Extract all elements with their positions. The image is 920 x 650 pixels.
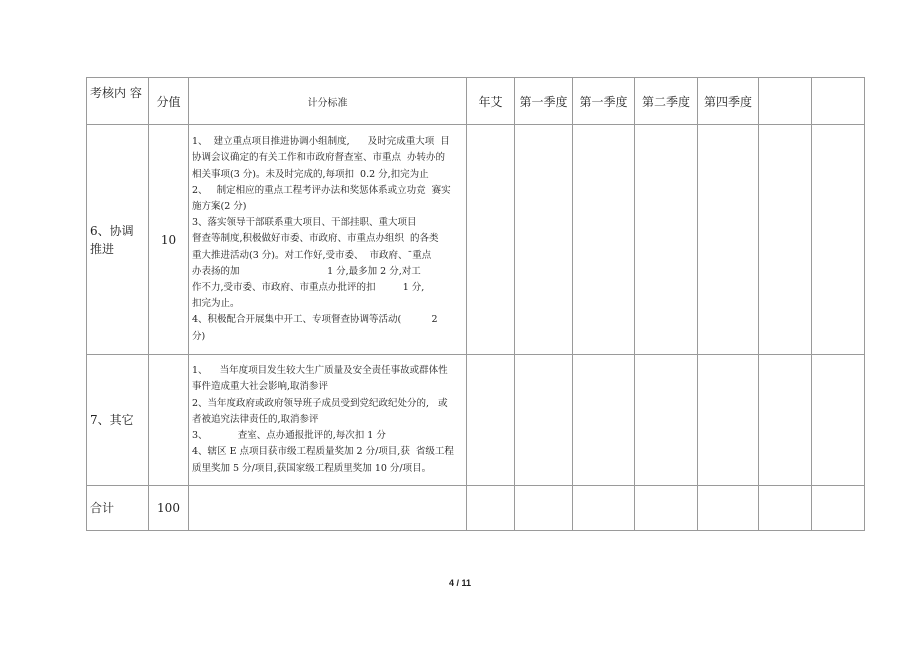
table-row — [87, 355, 865, 486]
header-row — [87, 78, 865, 125]
row-blank-cell — [759, 486, 812, 531]
row-year-cell — [467, 125, 515, 355]
row-q4-cell — [698, 355, 759, 486]
criteria-line: 4、辖区 E 点项目获市级工程质量奖加 2 分/项目,获 省级工程 — [192, 446, 454, 458]
row-q2-cell — [573, 125, 635, 355]
header-year: 年艾 — [467, 78, 515, 125]
criteria-line: 者被追究法律责任的,取消参评 — [192, 413, 319, 425]
criteria-line: 4、积极配合开展集中开工、专项督查协调等活动( 2 — [192, 314, 438, 326]
row-score — [149, 355, 189, 486]
header-q3: 第二季度 — [635, 78, 698, 125]
row-name: 6、协调 推进 — [87, 125, 149, 355]
criteria-line: 相关事项(3 分)。未及时完成的,每项扣 0.2 分,扣完为止 — [192, 168, 429, 180]
criteria-line: 办表扬的加 1 分,最多加 2 分,对工 — [192, 265, 421, 277]
criteria-line: 协调会议确定的有关工作和市政府督查室、市重点 办转办的 — [192, 152, 446, 164]
row-criteria — [189, 355, 467, 486]
criteria-line: 扣完为止。 — [192, 298, 240, 310]
criteria-line: 1、 建立重点项目推进协调小组制度, 及时完成重大项 目 — [192, 136, 450, 148]
row-blank-cell — [759, 355, 812, 486]
criteria-line: 质里奖加 5 分/项目,获国家级工程质里奖加 10 分/项目。 — [192, 462, 432, 474]
row-year-cell — [467, 355, 515, 486]
assessment-table — [86, 77, 865, 531]
header-q1: 第一季度 — [515, 78, 573, 125]
row-blank-cell — [812, 125, 865, 355]
row-blank-cell — [812, 355, 865, 486]
criteria-line: 3、 查室、点办通报批评的,每次扣 1 分 — [192, 430, 386, 442]
row-blank-cell — [759, 125, 812, 355]
criteria-line: 分) — [192, 330, 206, 342]
header-q4: 第四季度 — [698, 78, 759, 125]
header-criteria: 计分标准 — [189, 78, 467, 125]
criteria-line: 重大推进活动(3 分)。对工作好,受市委、 市政府、¯重点 — [192, 249, 432, 261]
criteria-line: 2、当年度政府或政府领导班子成员受到党纪政纪处分的, 或 — [192, 397, 448, 409]
row-q1-cell — [515, 355, 573, 486]
criteria-line: 施方案(2 分) — [192, 200, 247, 212]
header-content: 考核内 容 — [87, 78, 149, 125]
header-blank-1 — [759, 78, 812, 125]
page-number: 4 / 11 — [448, 578, 472, 588]
header-score: 分值 — [149, 78, 189, 125]
row-score: 10 — [149, 125, 189, 355]
row-q3-cell — [635, 355, 698, 486]
criteria-line: 事件造成重大社会影响,取消参评 — [192, 381, 329, 393]
criteria-line: 督查等制度,积极做好市委、市政府、市重点办组织 的各类 — [192, 233, 439, 245]
total-label: 合计 — [87, 486, 149, 531]
header-blank-2 — [812, 78, 865, 125]
row-q2-cell — [573, 486, 635, 531]
criteria-line: 作不力,受市委、市政府、市重点办批评的扣 1 分, — [192, 282, 425, 293]
row-q2-cell — [573, 355, 635, 486]
criteria-line: 3、落实领导干部联系重大项目、干部挂职、重大项目 — [192, 217, 417, 229]
criteria-line: 1、 当年度项目发生较大生广质量及安全责任事故或群体性 — [192, 365, 448, 377]
row-q3-cell — [635, 125, 698, 355]
row-blank-cell — [812, 486, 865, 531]
header-q2: 第一季度 — [573, 78, 635, 125]
row-name: 7、其它 — [87, 355, 149, 486]
row-year-cell — [467, 486, 515, 531]
row-q1-cell — [515, 125, 573, 355]
total-criteria-cell — [189, 486, 467, 531]
table-row — [87, 125, 865, 355]
total-score: 100 — [149, 486, 189, 531]
criteria-line: 2、 制定相应的重点工程考评办法和奖惩体系或立功竞 赛实 — [192, 184, 451, 196]
row-q1-cell — [515, 486, 573, 531]
row-q4-cell — [698, 486, 759, 531]
total-row — [87, 486, 865, 531]
row-q3-cell — [635, 486, 698, 531]
row-criteria — [189, 125, 467, 355]
row-q4-cell — [698, 125, 759, 355]
